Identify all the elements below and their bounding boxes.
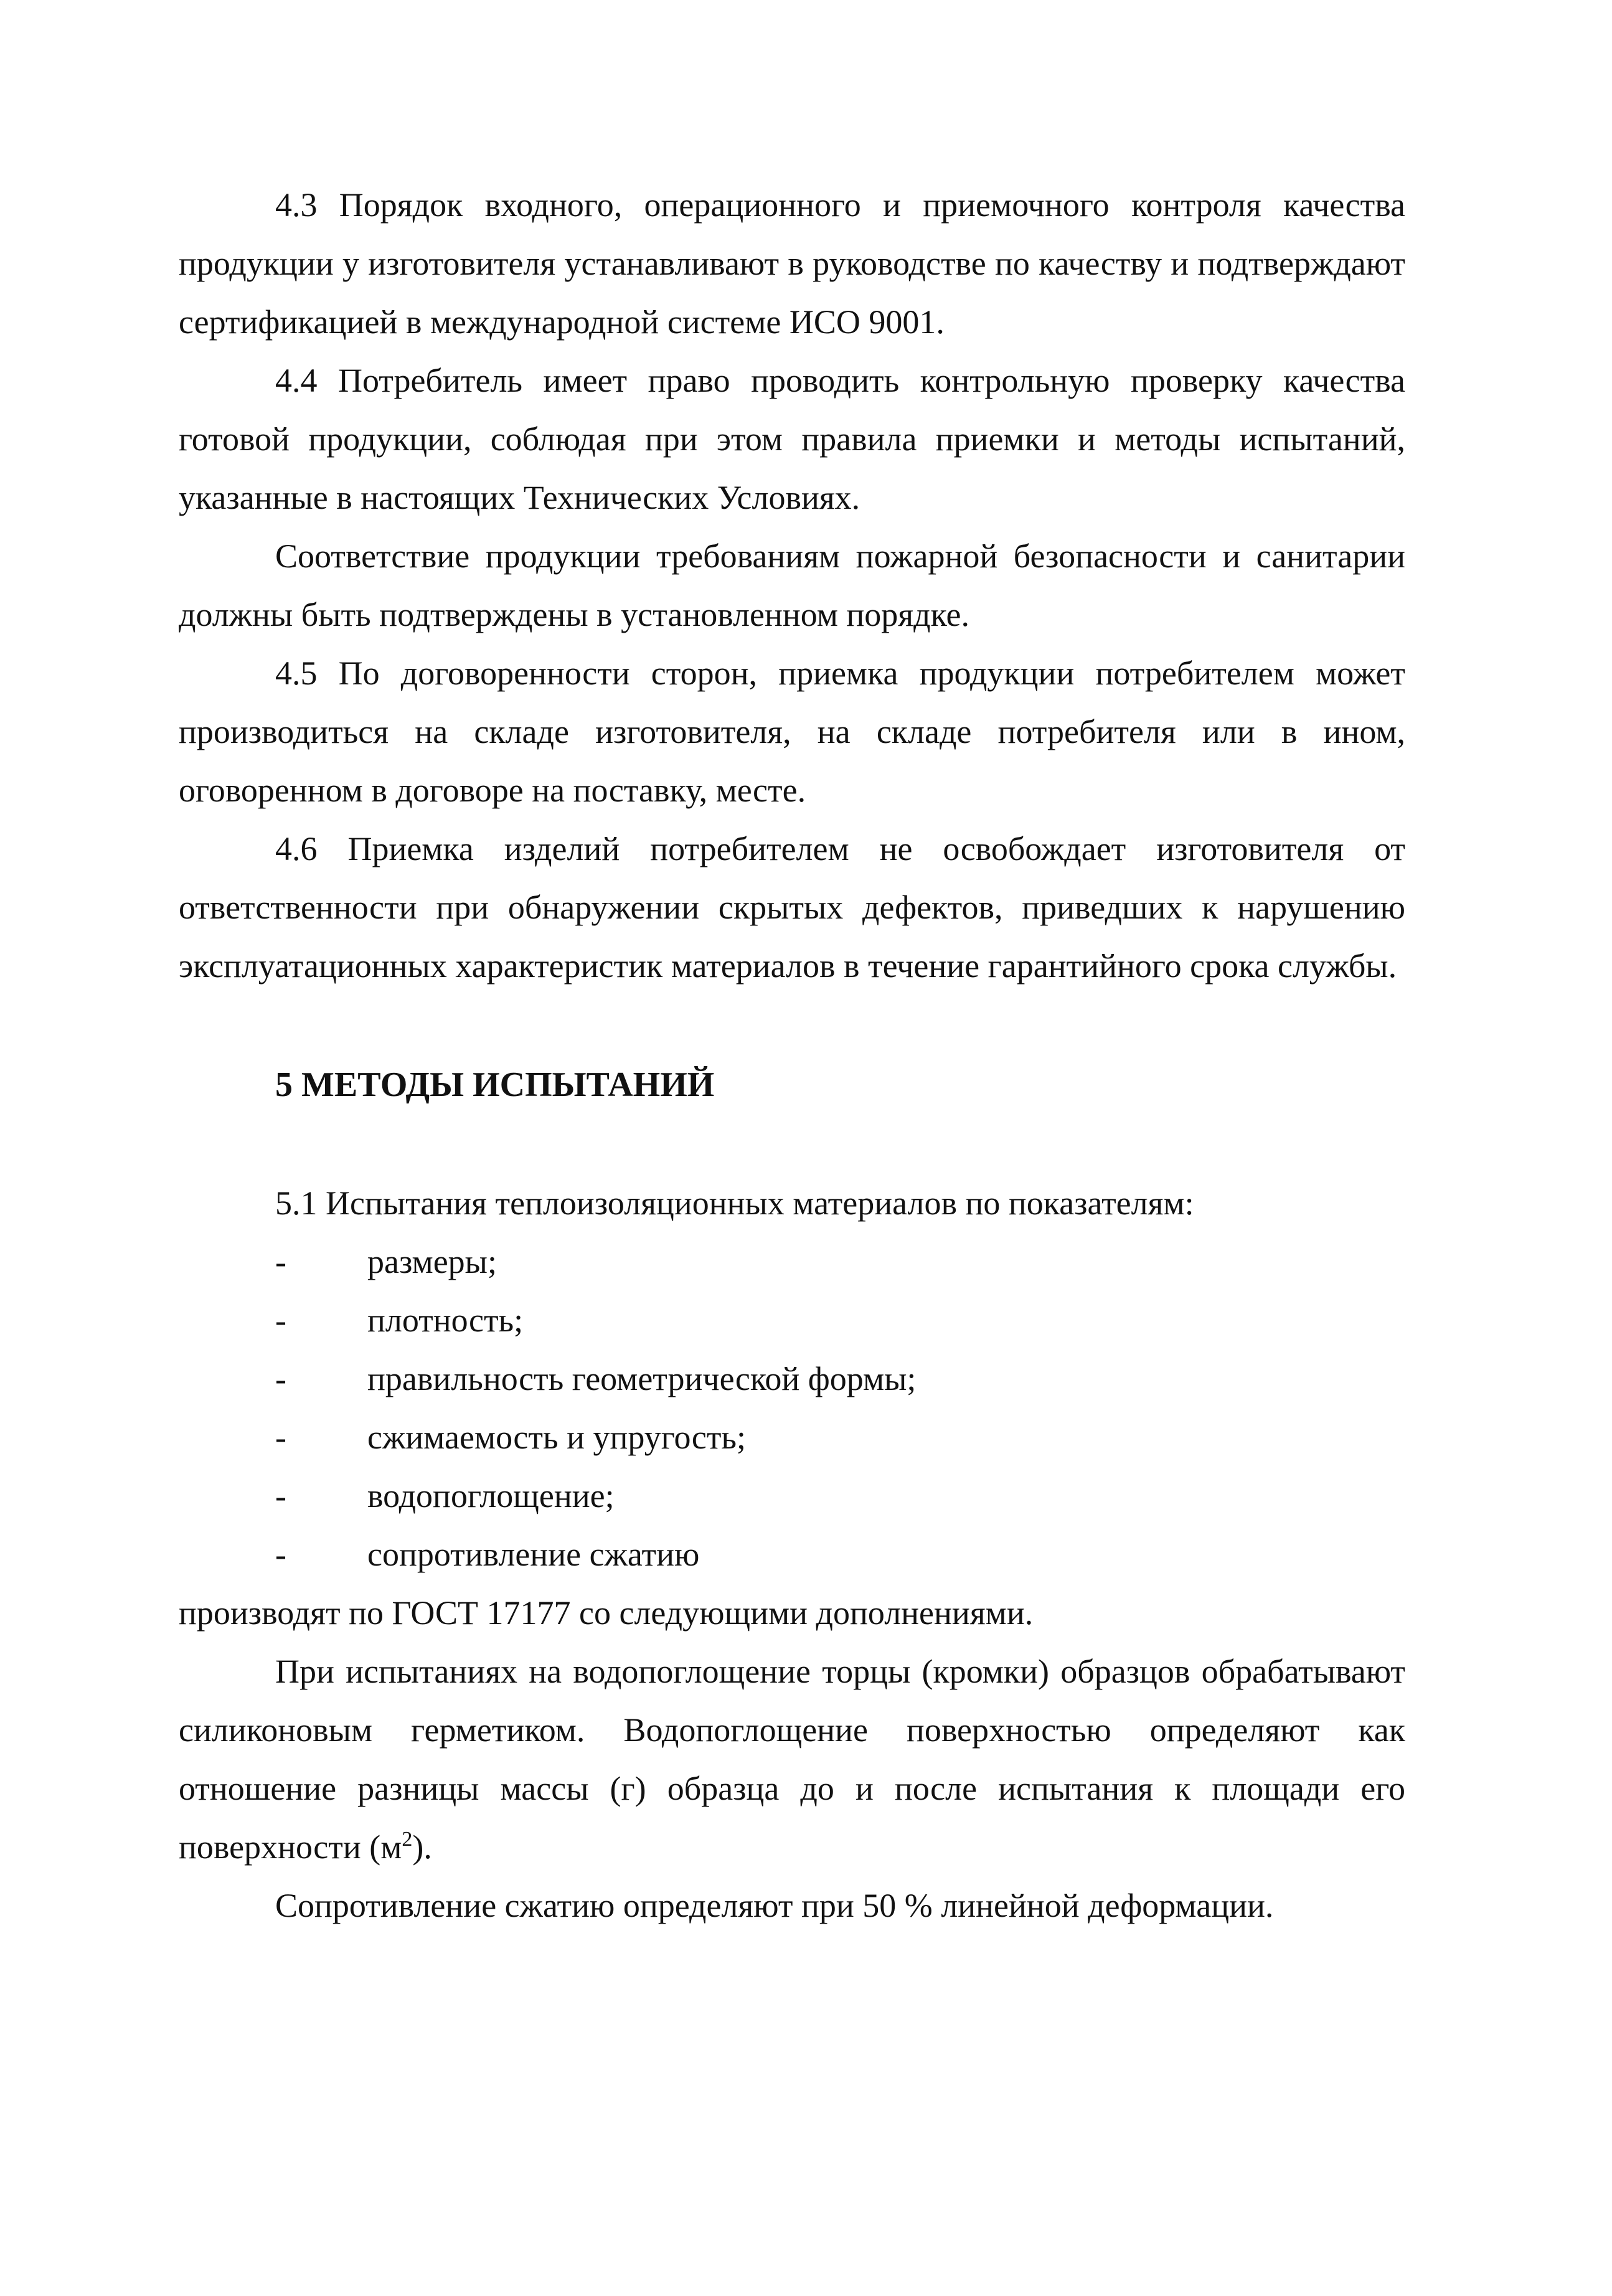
list-dash: -	[275, 1243, 286, 1280]
list-dash: -	[275, 1360, 286, 1397]
paragraph-compliance: Соответствие продукции требованиям пожарной безопасности и санитарии должны быть подтверждены в установленном порядке.	[179, 537, 1405, 633]
water-absorption-end: ).	[412, 1828, 432, 1866]
paragraph-4-5: 4.5 По договоренности сторон, приемка продукции потребителем может производиться на складе изготовителя, на складе потребителя или в ином, оговоренном в договоре на поставку, месте.	[179, 654, 1405, 809]
list-item	[179, 1232, 1405, 1291]
paragraph-4-3: 4.3 Порядок входного, операционного и приемочного контроля качества продукции у изготовителя устанавливают в руководстве по качеству и подтверждают сертификацией в международной системе ИСО 9001.	[179, 186, 1405, 341]
list-item-text: сжимаемость и упругость;	[367, 1419, 747, 1456]
paragraph-4-4: 4.4 Потребитель имеет право проводить контрольную проверку качества готовой продукции, соблюдая при этом правила приемки и методы испытаний, указанные в настоящих Технических Условиях.	[179, 362, 1405, 516]
page-content	[179, 176, 1405, 1935]
list-item	[179, 1291, 1405, 1349]
list-dash: -	[275, 1419, 286, 1456]
list-dash: -	[275, 1477, 286, 1514]
list-item-text: сопротивление сжатию	[367, 1536, 700, 1573]
list-item-text: размеры;	[367, 1243, 497, 1280]
paragraph-water-absorption	[179, 1642, 1405, 1876]
list-item	[179, 1349, 1405, 1408]
section-title: 5 МЕТОДЫ ИСПЫТАНИЙ	[275, 1065, 715, 1104]
indicator-list	[179, 1232, 1405, 1584]
paragraph-4-6: 4.6 Приемка изделий потребителем не освобождает изготовителя от ответственности при обнаружении скрытых дефектов, приведших к нарушению эксплуатационных характеристик материалов в течение гарантийного срока службы.	[179, 830, 1405, 985]
superscript-exponent: 2	[402, 1828, 413, 1851]
paragraph-compression: Сопротивление сжатию определяют при 50 % линейной деформации.	[275, 1887, 1274, 1924]
paragraph-after-list: производят по ГОСТ 17177 со следующими дополнениями.	[179, 1594, 1034, 1632]
list-item-text: водопоглощение;	[367, 1477, 615, 1514]
list-dash: -	[275, 1536, 286, 1573]
list-item-text: правильность геометрической формы;	[367, 1360, 917, 1397]
list-item	[179, 1408, 1405, 1467]
paragraph-5-1-intro: 5.1 Испытания теплоизоляционных материалов по показателям:	[275, 1184, 1194, 1222]
list-item	[179, 1467, 1405, 1525]
list-dash: -	[275, 1302, 286, 1339]
list-item-text: плотность;	[367, 1302, 524, 1339]
list-item	[179, 1525, 1405, 1584]
water-absorption-text: При испытаниях на водопоглощение торцы (кромки) образцов обрабатывают силиконовым герметиком. Водопоглощение поверхностью определяют как отношение разницы массы (г) образца до и после испытания к площади его поверхности (м	[179, 1653, 1405, 1866]
